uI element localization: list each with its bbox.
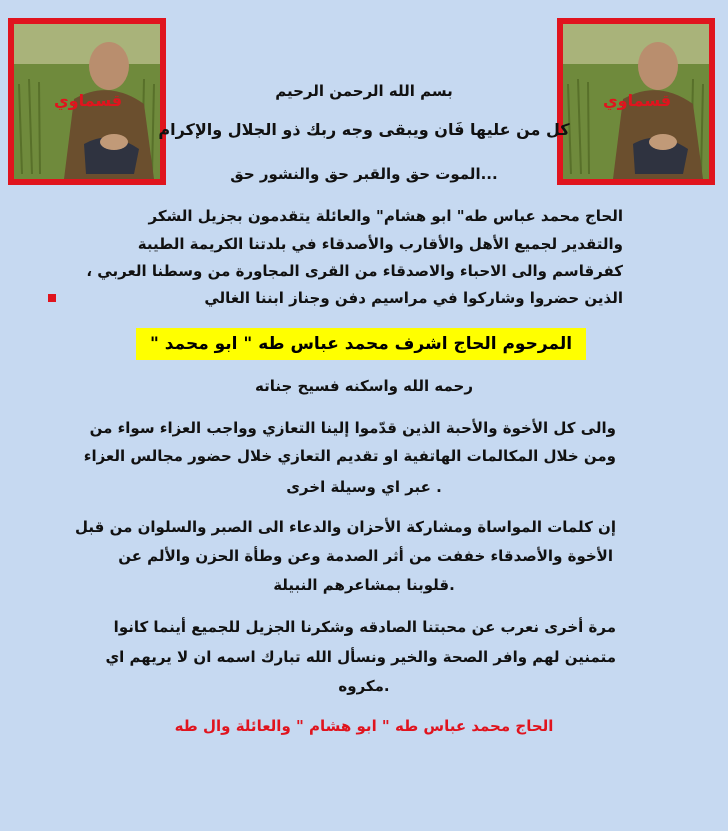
svg-text:قسماوي: قسماوي [603, 91, 672, 110]
death-statement: ...الموت حق والقبر حق والنشور حق [230, 165, 498, 183]
mercy-prayer: رحمه الله واسكنه فسيح جناته [255, 377, 473, 395]
closing-line-3: .مكروه [338, 677, 390, 695]
condolences-line-3: .قلوبنا بمشاعرهم النبيلة [273, 576, 455, 594]
thanks-line-1: الحاج محمد عباس طه" ابو هشام" والعائلة يتقدمون بجزيل الشكر [148, 207, 623, 225]
family-signature: الحاج محمد عباس طه " ابو هشام " والعائلة وال طه [174, 717, 554, 735]
condolences-line-2: الأخوة والأصدقاء خففت من أثر الصدمة وعن وطأة الحزن والألم عن [118, 547, 613, 565]
thanks-line-3: كفرقاسم والى الاحباء والاصدقاء من القرى المجاورة من وسطنا العربي ، [86, 262, 623, 280]
closing-line-2: متمنين لهم وافر الصحة والخير ونسأل الله تبارك اسمه ان لا يريهم اي [105, 648, 616, 666]
basmala: بسم الله الرحمن الرحيم [275, 82, 453, 100]
brothers-line-1: والى كل الأخوة والأحبة الذين قدّموا إلينا التعازي وواجب العزاء سواء من [89, 419, 616, 437]
deceased-name: المرحوم الحاج اشرف محمد عباس طه " ابو محمد " [136, 328, 586, 360]
brothers-line-3: . عبر اي وسيلة اخرى [286, 478, 442, 496]
closing-line-1: مرة أخرى نعرب عن محبتنا الصادقه وشكرنا الجزيل للجميع أينما كانوا [113, 618, 616, 636]
thanks-line-4: الذين حضروا وشاركوا في مراسيم دفن وجناز ابننا الغالي [204, 289, 623, 307]
quran-verse: كل من عليها فَان ويبقى وجه ربك ذو الجلال والإكرام [158, 120, 570, 139]
condolences-line-1: إن كلمات المواساة ومشاركة الأحزان والدعاء الى الصبر والسلوان من قبل [75, 518, 616, 536]
svg-text:قسماوي: قسماوي [54, 91, 123, 110]
thanks-line-2: والتقدير لجميع الأهل والأقارب والأصدقاء في بلدتنا الكريمة الطيبة [137, 235, 623, 253]
brothers-line-2: ومن خلال المكالمات الهاتفية او تقديم التعازي خلال حضور مجالس العزاء [83, 447, 616, 465]
